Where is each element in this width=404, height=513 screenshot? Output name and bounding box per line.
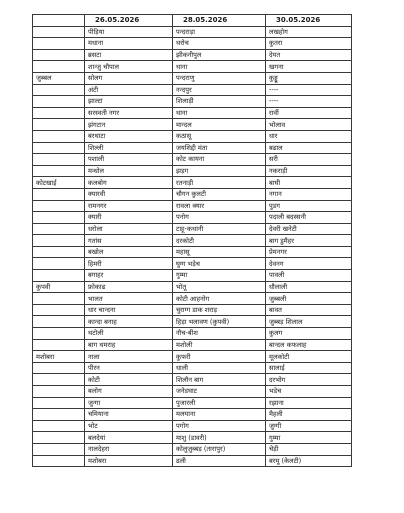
date-1-cell: पीड़िया (85, 26, 173, 38)
region-cell (33, 212, 85, 224)
date-2-cell: कठासू (173, 130, 266, 142)
date-2-cell: जनेडघाट (173, 386, 266, 398)
date-3-cell: बान्दल कफलाह (266, 339, 352, 351)
region-cell (33, 397, 85, 409)
region-cell (33, 38, 85, 50)
date-1-cell: बलदेयां (85, 432, 173, 444)
table-row (33, 293, 352, 305)
date-1-cell: झाल्टा (85, 96, 173, 108)
date-2-cell: चौगन कुलटी (173, 188, 266, 200)
region-cell: कोटखाई (33, 177, 85, 189)
date-1-cell: फ्रोकाढ (85, 281, 173, 293)
table-row (33, 258, 352, 270)
date-3-cell: कुड्डू (266, 72, 352, 84)
date-3-cell: लखहोग (266, 26, 352, 38)
date-1-cell: मन्धोल (85, 165, 173, 177)
region-cell (33, 420, 85, 432)
date-3-cell: पावली (266, 270, 352, 282)
date-3-cell: नगान (266, 188, 352, 200)
table-row (33, 107, 352, 119)
date-2-cell: गुम्मा (173, 270, 266, 282)
date-1-cell: मशोबरा (85, 455, 173, 467)
region-cell (33, 304, 85, 316)
table-row (33, 397, 352, 409)
region-cell (33, 119, 85, 131)
table-row (33, 328, 352, 340)
date-1-cell: झंगटान (85, 119, 173, 131)
region-cell (33, 188, 85, 200)
date-2-cell: मान्दल (173, 119, 266, 131)
date-1-cell: गतांस (85, 235, 173, 247)
date-2-cell: पन्दराड़ा (173, 26, 266, 38)
region-cell (33, 26, 85, 38)
table-row (33, 409, 352, 421)
region-cell (33, 339, 85, 351)
date-2-cell: शिलौन बाग (173, 374, 266, 386)
date-1-cell: बरथाटा (85, 130, 173, 142)
date-2-cell: पन्दराणु (173, 72, 266, 84)
date-1-cell: शिल्ली (85, 142, 173, 154)
table-row (33, 235, 352, 247)
date-2-cell: झीकनीपुल (173, 49, 266, 61)
table-row (33, 362, 352, 374)
date-1-cell: पीरन (85, 362, 173, 374)
date-2-cell: ढली (173, 455, 266, 467)
date-2-cell: थाना (173, 107, 266, 119)
date-3-cell: कुलग (266, 328, 352, 340)
date-2-cell: महासू (173, 246, 266, 258)
region-cell (33, 154, 85, 166)
table-row (33, 130, 352, 142)
date-2-cell: नन्दपुर (173, 84, 266, 96)
date-2-cell: घुग्ग भड़ेच (173, 258, 266, 270)
header-row (33, 15, 352, 27)
schedule-body (33, 26, 352, 467)
date-1-cell: क्यारी (85, 212, 173, 224)
date-3-cell: धार (266, 130, 352, 142)
date-2-cell: मलयाना (173, 409, 266, 421)
date-3-cell: बाग डुमैहर (266, 235, 352, 247)
date-2-cell: कुफरी (173, 351, 266, 363)
region-cell (33, 432, 85, 444)
table-row (33, 246, 352, 258)
table-row (33, 212, 352, 224)
date-3-cell: कुतरा (266, 38, 352, 50)
table-row (33, 281, 352, 293)
region-cell (33, 455, 85, 467)
table-row (33, 374, 352, 386)
date-3-cell: धौलाली (266, 281, 352, 293)
date-3-cell: जुब्बड़ शिलाल (266, 316, 352, 328)
table-row (33, 49, 352, 61)
date-3-cell: रझाना (266, 397, 352, 409)
table-row (33, 455, 352, 467)
table-row (33, 351, 352, 363)
date-1-cell: रामनगर (85, 200, 173, 212)
date-3-cell: जुग्गी (266, 420, 352, 432)
region-cell (33, 200, 85, 212)
table-row (33, 316, 352, 328)
table-row (33, 165, 352, 177)
date-1-cell: सोलग (85, 72, 173, 84)
table-row (33, 142, 352, 154)
date-1-cell: हिमरी (85, 258, 173, 270)
date-1-cell: बलोग (85, 386, 173, 398)
region-cell (33, 386, 85, 398)
date-2-cell: धाली (173, 362, 266, 374)
date-3-cell: जुब्बली (266, 293, 352, 305)
date-3-cell: देयत (266, 49, 352, 61)
date-1-cell: थटोली (85, 328, 173, 340)
date-1-cell: धार चान्दना (85, 304, 173, 316)
date-2-cell: कोटी आहनोग (173, 293, 266, 305)
date-2-cell: जयशिद्दी मंता (173, 142, 266, 154)
table-row (33, 26, 352, 38)
date-2-cell: टाहू-कथानी (173, 223, 266, 235)
region-cell (33, 84, 85, 96)
date-1-cell: सरस्वती नगर (85, 107, 173, 119)
date-2-cell: दरकोटी (173, 235, 266, 247)
header-date-2: 28.05.2026 (173, 15, 266, 27)
date-2-cell: हिड़ा भलावण (कुपवी) (173, 316, 266, 328)
table-row (33, 339, 352, 351)
table-row (33, 223, 352, 235)
date-1-cell: बाग थमराह (85, 339, 173, 351)
date-1-cell: कान्दा बनाह (85, 316, 173, 328)
table-row (33, 38, 352, 50)
date-3-cell: बावत (266, 304, 352, 316)
date-1-cell: पशाली (85, 154, 173, 166)
date-1-cell: नालदेहरा (85, 443, 173, 455)
date-2-cell: पुजारली (173, 397, 266, 409)
date-3-cell: चेड़ी (266, 443, 352, 455)
region-cell (33, 443, 85, 455)
region-cell: कुपवी (33, 281, 85, 293)
date-2-cell: झड़ग (173, 165, 266, 177)
date-3-cell: खगना (266, 61, 352, 73)
date-3-cell: गुम्मा (266, 432, 352, 444)
date-1-cell: बखोल (85, 246, 173, 258)
date-3-cell: देवनग (266, 258, 352, 270)
date-1-cell: धरोला (85, 223, 173, 235)
date-2-cell: थाना (173, 61, 266, 73)
date-2-cell: शिलाड़ी (173, 96, 266, 108)
region-cell (33, 246, 85, 258)
table-row (33, 443, 352, 455)
schedule-table (32, 14, 352, 467)
date-3-cell: ---- (266, 96, 352, 108)
table-row (33, 119, 352, 131)
region-cell (33, 270, 85, 282)
region-cell (33, 316, 85, 328)
table-row (33, 61, 352, 73)
date-2-cell: नौच-बीश (173, 328, 266, 340)
date-3-cell: बाघी (266, 177, 352, 189)
table-row (33, 432, 352, 444)
date-3-cell: भडेच (266, 386, 352, 398)
date-1-cell: ब्रसटा (85, 49, 173, 61)
region-cell (33, 130, 85, 142)
table-row (33, 188, 352, 200)
date-2-cell: थरोच (173, 38, 266, 50)
date-3-cell: नकराड़ी (266, 165, 352, 177)
date-1-cell: मधाना (85, 38, 173, 50)
date-3-cell: मूलकोटी (266, 351, 352, 363)
date-1-cell: भालत (85, 293, 173, 305)
region-cell (33, 362, 85, 374)
table-row (33, 177, 352, 189)
table-row (33, 270, 352, 282)
table-row (33, 154, 352, 166)
date-3-cell: रावीं (266, 107, 352, 119)
table-row (33, 386, 352, 398)
date-1-cell: शान्जु चौपाल (85, 61, 173, 73)
region-cell (33, 374, 85, 386)
region-cell (33, 328, 85, 340)
region-cell (33, 165, 85, 177)
date-1-cell: क्यारवी (85, 188, 173, 200)
date-2-cell: रावला क्यार (173, 200, 266, 212)
date-1-cell: चमियाना (85, 409, 173, 421)
header-region (33, 15, 85, 27)
region-cell (33, 61, 85, 73)
date-1-cell: जुन्गा (85, 397, 173, 409)
region-cell: मशोबरा (33, 351, 85, 363)
table-row (33, 72, 352, 84)
table-row (33, 420, 352, 432)
date-3-cell: प्रेमनगर (266, 246, 352, 258)
date-3-cell: दरभोग (266, 374, 352, 386)
region-cell (33, 293, 85, 305)
date-1-cell: भोट (85, 420, 173, 432)
date-1-cell: बगाहर (85, 270, 173, 282)
date-3-cell: बरमू (केलटी) (266, 455, 352, 467)
date-2-cell: कोट कायना (173, 154, 266, 166)
date-3-cell: देवरी खनेटी (266, 223, 352, 235)
date-1-cell: कोटी (85, 374, 173, 386)
date-1-cell: नाला (85, 351, 173, 363)
region-cell (33, 96, 85, 108)
table-row (33, 304, 352, 316)
header-date-3: 30.05.2026 (266, 15, 352, 27)
region-cell (33, 107, 85, 119)
date-2-cell: माशु (डावरी) (173, 432, 266, 444)
region-cell (33, 223, 85, 235)
date-3-cell: बढाल (266, 142, 352, 154)
date-2-cell: पनोग (173, 212, 266, 224)
date-3-cell: सरी (266, 154, 352, 166)
region-cell (33, 409, 85, 421)
date-3-cell: भोलाव (266, 119, 352, 131)
region-cell (33, 142, 85, 154)
date-1-cell: कलबोग (85, 177, 173, 189)
table-row (33, 96, 352, 108)
region-cell (33, 258, 85, 270)
date-2-cell: कोलुजुब्बड़ (तारापुर) (173, 443, 266, 455)
date-3-cell: पदाली बदस्सनी (266, 212, 352, 224)
date-2-cell: पगोग (173, 420, 266, 432)
region-cell (33, 49, 85, 61)
region-cell: जुब्बल (33, 72, 85, 84)
date-2-cell: चुराग्ग डाक शराड़ (173, 304, 266, 316)
date-2-cell: भोतू (173, 281, 266, 293)
table-row (33, 200, 352, 212)
table-row (33, 84, 352, 96)
date-3-cell: मैहली (266, 409, 352, 421)
header-date-1: 26.05.2026 (85, 15, 173, 27)
region-cell (33, 235, 85, 247)
date-1-cell: अंटी (85, 84, 173, 96)
date-2-cell: रतनाड़ी (173, 177, 266, 189)
date-3-cell: ---- (266, 84, 352, 96)
date-2-cell: मशोली (173, 339, 266, 351)
date-3-cell: पुडग (266, 200, 352, 212)
date-3-cell: सालाई (266, 362, 352, 374)
